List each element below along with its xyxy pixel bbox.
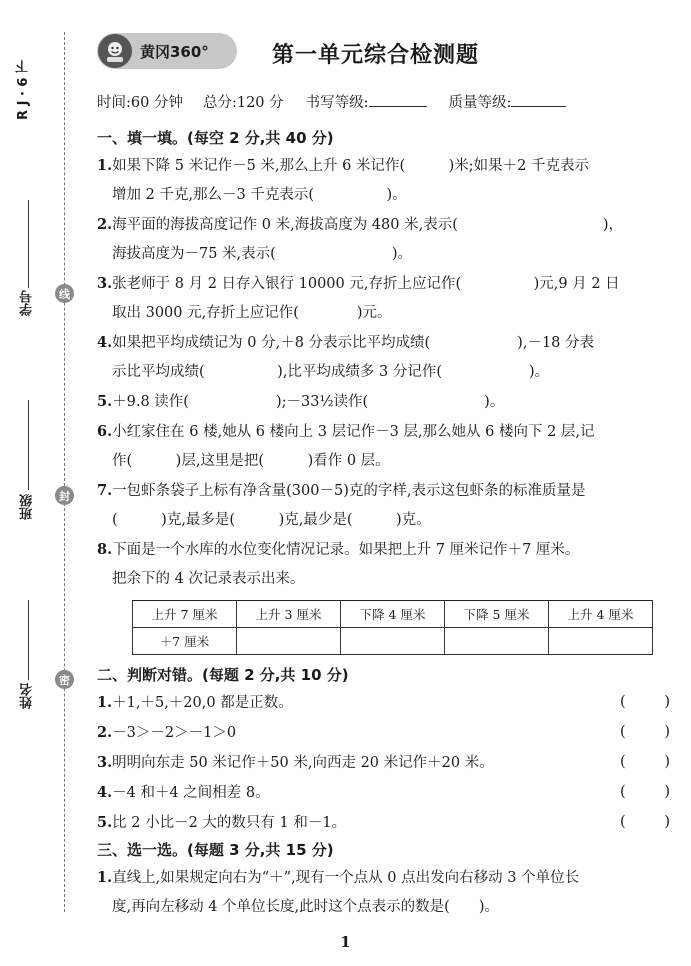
student-id-blank bbox=[28, 200, 29, 288]
answer-parentheses[interactable]: ( ) bbox=[620, 724, 670, 740]
water-level-table bbox=[132, 600, 653, 655]
question-number: 1. bbox=[97, 694, 113, 711]
judge-item-2 bbox=[97, 718, 672, 748]
question-text: 度,再向左移动 4 个单位长度,此时这个点表示的数是( )。 bbox=[112, 899, 499, 915]
table-header-cell: 上升 7 厘米 bbox=[133, 601, 237, 628]
exam-content bbox=[97, 126, 672, 922]
table-header-cell: 上升 4 厘米 bbox=[549, 601, 653, 628]
question-text: 如果下降 5 米记作－5 米,那么上升 6 米记作( )米;如果＋2 千克表示 bbox=[112, 158, 590, 174]
judge-item-5 bbox=[97, 808, 672, 838]
answer-parentheses[interactable]: ( ) bbox=[620, 814, 670, 830]
class-label: 班级 bbox=[20, 494, 35, 520]
question-number: 2. bbox=[97, 216, 113, 233]
answer-parentheses[interactable]: ( ) bbox=[620, 694, 670, 710]
question-text: 示比平均成绩( ),比平均成绩多 3 分记作( )。 bbox=[112, 364, 550, 380]
question-number: 4. bbox=[97, 784, 113, 801]
question-text: 把余下的 4 次记录表示出来。 bbox=[112, 571, 305, 587]
question-text: －4 和＋4 之间相差 8。 bbox=[112, 785, 270, 801]
table-header-cell: 下降 5 厘米 bbox=[445, 601, 549, 628]
writing-grade-blank bbox=[369, 92, 427, 107]
section-1-heading: 一、填一填。(每空 2 分,共 40 分) bbox=[97, 129, 334, 147]
question-text: 增加 2 千克,那么－3 千克表示( )。 bbox=[112, 187, 407, 203]
question-text: 作( )层,这里是把( )看作 0 层。 bbox=[112, 453, 390, 469]
question-text: 如果把平均成绩记为 0 分,＋8 分表示比平均成绩( ),－18 分表 bbox=[112, 335, 595, 351]
binding-dashed-line bbox=[64, 32, 65, 912]
question-number: 8. bbox=[97, 541, 113, 558]
question-text: 下面是一个水库的水位变化情况记录。如果把上升 7 厘米记作＋7 厘米。 bbox=[112, 542, 580, 558]
question-1-5 bbox=[97, 387, 672, 417]
question-number: 3. bbox=[97, 754, 113, 771]
table-answer-cell[interactable] bbox=[341, 628, 445, 655]
answer-parentheses[interactable]: ( ) bbox=[620, 754, 670, 770]
question-1-2 bbox=[97, 210, 672, 269]
question-text: 比 2 小比－2 大的数只有 1 和－1。 bbox=[112, 815, 347, 831]
table-header-cell: 上升 3 厘米 bbox=[237, 601, 341, 628]
answer-parentheses[interactable]: ( ) bbox=[620, 784, 670, 800]
seal-mark-feng: 封 bbox=[55, 486, 74, 505]
question-number: 5. bbox=[97, 814, 113, 831]
question-text: 一包虾条袋子上标有净含量(300－5)克的字样,表示这包虾条的标准质量是 bbox=[112, 483, 586, 499]
question-1-1 bbox=[97, 151, 672, 210]
question-text: 明明向东走 50 米记作＋50 米,向西走 20 米记作＋20 米。 bbox=[112, 755, 494, 771]
question-1-7 bbox=[97, 476, 672, 535]
table-header-cell: 下降 4 厘米 bbox=[341, 601, 445, 628]
question-text: 张老师于 8 月 2 日存入银行 10000 元,存折上应记作( )元,9 月 2 日 bbox=[112, 276, 620, 292]
section-3-heading: 三、选一选。(每题 3 分,共 15 分) bbox=[97, 841, 334, 859]
question-number: 1. bbox=[97, 157, 113, 174]
judge-item-1 bbox=[97, 688, 672, 718]
quality-grade-label: 质量等级: bbox=[448, 95, 512, 111]
question-text: ( )克,最多是( )克,最少是( )克。 bbox=[112, 512, 431, 528]
question-1-8 bbox=[97, 535, 672, 594]
student-id-label: 学号 bbox=[20, 290, 35, 316]
question-1-4 bbox=[97, 328, 672, 387]
brand-name: 黄冈360° bbox=[140, 42, 209, 61]
question-text: －3＞－2＞－1＞0 bbox=[112, 725, 237, 741]
choice-question-1 bbox=[97, 863, 672, 922]
question-number: 3. bbox=[97, 275, 113, 292]
question-number: 5. bbox=[97, 393, 113, 410]
total-score-label: 总分:120 分 bbox=[202, 95, 284, 111]
writing-grade-label: 书写等级: bbox=[305, 95, 369, 111]
name-label: 姓名 bbox=[20, 683, 35, 709]
section-2-heading: 二、判断对错。(每题 2 分,共 10 分) bbox=[97, 666, 349, 684]
mascot-logo-icon bbox=[98, 34, 132, 68]
judge-item-3 bbox=[97, 748, 672, 778]
question-text: 小红家住在 6 楼,她从 6 楼向上 3 层记作－3 层,那么她从 6 楼向下 2 层,记 bbox=[112, 424, 595, 440]
page-title: 第一单元综合检测题 bbox=[272, 43, 480, 68]
table-answer-cell: ＋7 厘米 bbox=[133, 628, 237, 655]
seal-mark-xian: 线 bbox=[55, 284, 74, 303]
question-1-6 bbox=[97, 417, 672, 476]
edition-label: R J · 6 下 bbox=[16, 60, 31, 120]
table-answer-cell[interactable] bbox=[445, 628, 549, 655]
table-answer-cell[interactable] bbox=[549, 628, 653, 655]
exam-info-row bbox=[97, 91, 566, 112]
question-text: 取出 3000 元,存折上应记作( )元。 bbox=[112, 305, 392, 321]
question-text: ＋1,＋5,＋20,0 都是正数。 bbox=[112, 695, 293, 711]
question-1-3 bbox=[97, 269, 672, 328]
question-number: 6. bbox=[97, 423, 113, 440]
question-text: ＋9.8 读作( );－33½读作( )。 bbox=[112, 394, 505, 410]
judge-item-4 bbox=[97, 778, 672, 808]
seal-mark-mi: 密 bbox=[55, 670, 74, 689]
time-label: 时间:60 分钟 bbox=[97, 95, 183, 111]
name-blank bbox=[28, 600, 29, 680]
question-number: 1. bbox=[97, 869, 113, 886]
quality-grade-blank bbox=[511, 92, 566, 107]
class-blank bbox=[28, 400, 29, 490]
page-number: 1 bbox=[340, 933, 351, 951]
question-number: 7. bbox=[97, 482, 113, 499]
question-text: 海平面的海拔高度记作 0 米,海拔高度为 480 米,表示( )， bbox=[112, 217, 624, 233]
question-text: 海拔高度为－75 米,表示( )。 bbox=[112, 246, 412, 262]
question-number: 4. bbox=[97, 334, 113, 351]
question-text: 直线上,如果规定向右为“＋”,现有一个点从 0 点出发向右移动 3 个单位长 bbox=[112, 870, 580, 886]
brand-badge bbox=[97, 33, 237, 69]
table-answer-cell[interactable] bbox=[237, 628, 341, 655]
question-number: 2. bbox=[97, 724, 113, 741]
